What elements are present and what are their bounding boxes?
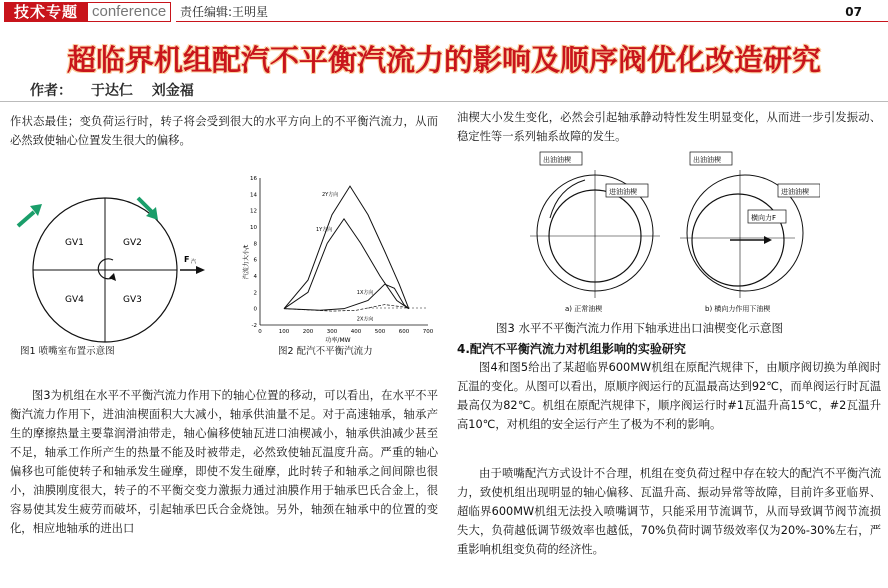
y-tick-label: 14 [250,192,257,199]
page-number: 07 [845,5,862,19]
series-label: 2X方向 [356,316,374,323]
title-divider [0,101,888,102]
lateral-force-label: 横向力F [751,214,777,222]
normal-wedge-panel [530,152,660,313]
y-tick-label: 2 [253,290,257,297]
outlet-wedge-label: 出油油楔 [693,156,721,164]
x-tick-label: 500 [374,329,386,335]
x-tick-label: 400 [350,329,362,335]
x-tick-label: 0 [258,329,262,335]
force-arrowhead-icon [764,236,772,244]
valve-label-gv4: GV4 [65,295,84,305]
figure3-caption: 图3 水平不平衡汽流力作用下轴承进出口油楔变化示意图 [496,321,783,335]
section-heading: 4.配汽不平衡汽流力对机组影响的实验研究 [457,342,686,356]
conference-label: conference [88,2,171,22]
y-tick-label: 0 [253,306,257,313]
right-paragraph-1: 油楔大小发生变化，必然会引起轴承静动特性发生明显变化，从而进一步引发振动、稳定性等一系列轴系故障的发生。 [457,111,881,143]
flow-arrow-icon [18,204,42,226]
x-axis-label: 功率/MW [325,337,351,344]
force-label: F [184,255,190,264]
page-header [0,0,888,24]
series-label: 2Y方向 [322,192,339,199]
y-tick-label: 6 [253,257,257,264]
section-tag: 技术专题 [4,2,88,22]
right-paragraph-2: 图4和图5给出了某超临界600MW机组在原配汽规律下，由顺序阀切换为单阀时瓦温的变化。从图可以看出，原顺序阀运行的瓦温最高达到92℃，而单阀运行时瓦温最高仅为82℃。机组在原配汽规律下，顺序阀运行时#1瓦温升高15℃，#2瓦温升高10℃，对机组的安全运行产生了极为不利的影响。 [457,361,881,431]
x-tick-label: 100 [278,329,290,335]
outlet-wedge-label: 出油油楔 [543,156,571,164]
force-arrow-icon [180,266,205,274]
panel-b-caption: b) 横向力作用下油楔 [705,305,771,313]
flow-arrow-icon [138,198,158,220]
x-tick-label: 600 [398,329,410,335]
valve-label-gv3: GV3 [123,295,142,305]
left-paragraph-2: 图3为机组在水平不平衡汽流力作用下的轴心位置的移动，可以看出，在水平不平衡汽流力作用下，进油油楔面积大大减小，轴承供油量不足。对于高速轴承，轴承产生的摩擦热量主要靠润滑油带走，轴心偏移使轴瓦进口油楔减小，轴承供油减少甚至不足，轴承工作所产生的热量不能及时被带走，必然致使轴瓦温度升高。严重的轴心偏移也可能使转子和轴承发生碰摩，即使不发生碰摩，此时转子和轴承之间间隙也很小，油膜刚度很大，转子的不平衡交变力激振力通过油膜作用于轴承巴氏合金上，很容易使其发生疲劳而破坏，引起轴承巴氏合金烧蚀。另外，轴颈在轴承中的位置的变化，相应地轴承的进出口 [10,389,438,535]
steam-force-chart [238,170,438,360]
x-tick-label: 700 [422,329,434,335]
series-line [284,284,409,310]
y-tick-label: 10 [250,225,257,231]
y-tick-label: 16 [250,176,257,182]
valve-label-gv1: GV1 [65,238,84,248]
nozzle-diagram [10,182,205,362]
y-axis-label: 汽流力大小/t [243,244,250,280]
x-tick-label: 300 [326,329,338,335]
series-label: 1X方向 [356,290,374,297]
figure2-caption: 图2 配汽不平衡汽流力 [278,346,373,357]
figure1-caption: 图1 喷嘴室布置示意图 [20,346,115,357]
inlet-wedge-label: 进油油楔 [609,188,637,196]
author-name: 于达仁 [90,83,133,99]
y-tick-label: 12 [250,208,257,215]
series-label: 1Y方向 [316,226,333,233]
header-divider [176,21,888,22]
valve-label-gv2: GV2 [123,238,142,248]
author-name: 刘金福 [151,83,194,99]
article-title: 超临界机组配汽不平衡汽流力的影响及顺序阀优化改造研究 [66,43,821,77]
y-tick-label: 4 [253,274,257,280]
oil-wedge-diagram [530,148,820,318]
right-paragraph-3: 由于喷嘴配汽方式设计不合理，机组在变负荷过程中存在较大的配汽不平衡汽流力，致使机组出现明显的轴心偏移、瓦温升高、振动异常等故障，目前许多亚临界、超临界600MW机组无法投入喷嘴调节，只能采用节流调节，从而导致调节阀节流损失大，负荷越低调节级效率也越低，70%负荷时调节级效率仅为20%-30%左右，严重影响机组变负荷的经济性。 [457,467,881,556]
y-tick-label: 8 [253,241,257,248]
force-subscript: 汽 [191,259,197,265]
panel-a-caption: a) 正常油楔 [565,305,603,313]
y-tick-label: -2 [251,323,257,329]
left-paragraph-1: 作状态最佳；变负荷运行时，转子将会受到很大的水平方向上的不平衡汽流力，从而必然致使轴心位置发生很大的偏移。 [10,115,438,147]
editor-label: 责任编辑:王明星 [180,5,269,19]
shifted-wedge-panel [680,152,820,313]
authors [30,80,208,100]
x-tick-label: 200 [302,329,314,335]
rotation-arrowhead-icon [109,273,116,281]
inlet-wedge-label: 进油油楔 [781,188,809,196]
authors-label: 作者： [30,83,72,99]
